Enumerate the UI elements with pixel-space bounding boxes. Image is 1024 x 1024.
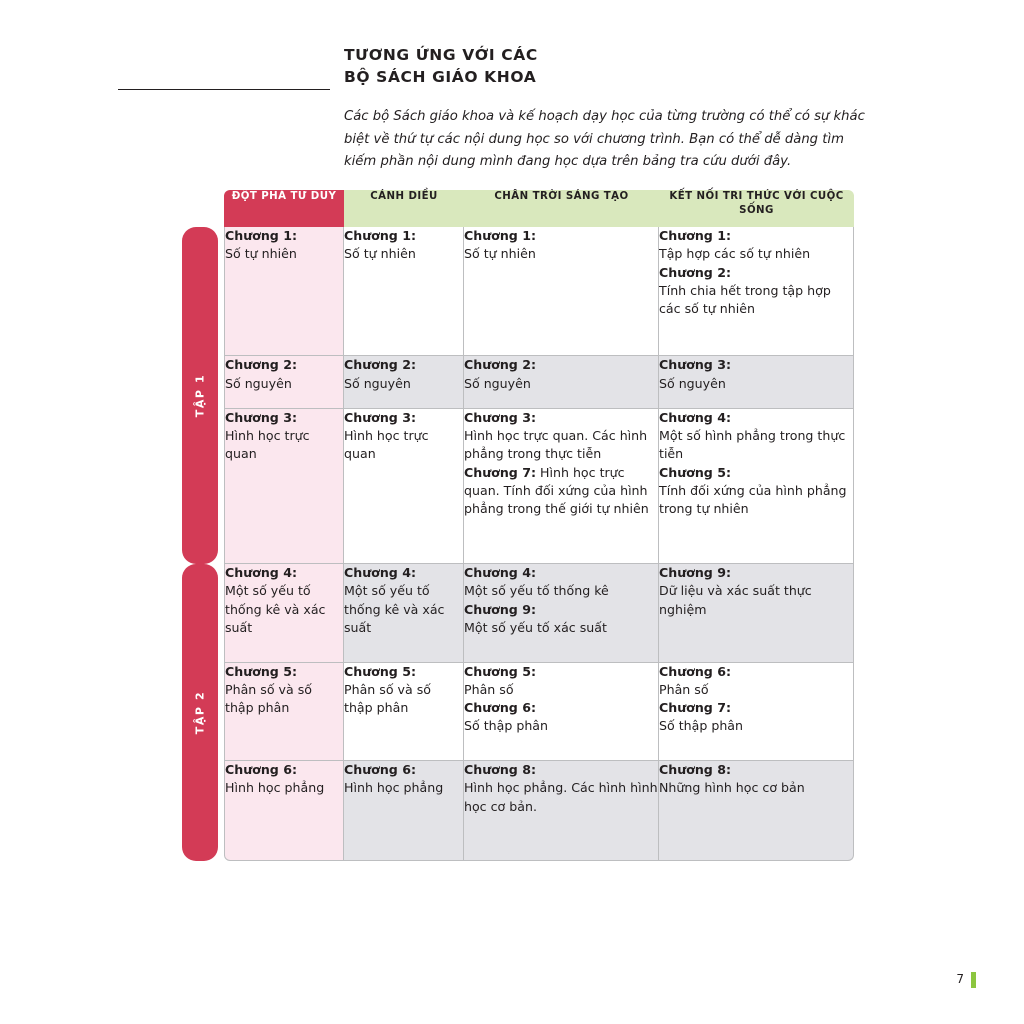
volume-spine-body: [182, 564, 218, 861]
cell-title: Chương 1:: [225, 228, 297, 243]
cell-ket-noi-r4: [659, 564, 854, 663]
table-row: [182, 409, 854, 564]
cell-text: Những hình học cơ bản: [659, 780, 805, 796]
column-header-line-1: ĐỘT PHÁ: [231, 191, 287, 202]
cell-title-2: Chương 6:: [464, 700, 536, 715]
cell-dot-pha-r4: [224, 564, 344, 663]
mapping-table: [182, 190, 854, 861]
cell-text-2: Tính đối xứng của hình phẳng trong tự nhiên: [659, 482, 847, 517]
footer-accent-bar: [971, 972, 976, 988]
column-header-chan-troi-sang-tao: [464, 190, 659, 227]
cell-title: Chương 4:: [464, 565, 536, 580]
cell-text: Số nguyên: [659, 375, 726, 391]
cell-chan-troi-r6: [464, 761, 659, 861]
cell-text: Hình học trực quan: [225, 428, 310, 462]
table: [182, 190, 854, 861]
cell-title: Chương 2:: [225, 357, 297, 373]
table-row: [182, 564, 854, 663]
cell-canh-dieu-r2: [344, 356, 464, 409]
column-header-canh-dieu: [344, 190, 464, 227]
volume-label: TẬP 1: [193, 373, 207, 418]
page-title-line-1: TƯƠNG ỨNG VỚI CÁC: [344, 46, 538, 64]
cell-title: Chương 4:: [659, 409, 731, 425]
column-header-line-2: CUỘC SỐNG: [739, 191, 844, 216]
cell-dot-pha-r6: [224, 761, 344, 861]
cell-title: Chương 6:: [225, 762, 297, 777]
cell-dot-pha-r5: [224, 663, 344, 762]
cell-dot-pha-r2: [224, 356, 344, 409]
cell-text-2: Số thập phân: [464, 718, 549, 734]
cell-text: Hình học phẳng: [225, 780, 325, 796]
cell-title: Chương 2:: [344, 357, 416, 373]
cell-ket-noi-r6: [659, 761, 854, 861]
cell-title: Chương 4:: [344, 565, 416, 580]
column-header-line-1: CÁNH DIỀU: [370, 191, 438, 202]
table-row: [182, 663, 854, 762]
cell-text: Hình học phẳng. Các hình hình học cơ bản.: [464, 780, 658, 814]
cell-text: Một số yếu tố thống kê và xác suất: [225, 583, 326, 635]
cell-canh-dieu-r1: [344, 227, 464, 356]
cell-chan-troi-r4: [464, 564, 659, 663]
cell-title: Chương 3:: [464, 409, 536, 425]
cell-text: Số nguyên: [464, 375, 531, 391]
table-header-row: [182, 190, 854, 227]
cell-chan-troi-r3: [464, 409, 659, 564]
cell-canh-dieu-r5: [344, 663, 464, 762]
cell-text: Phân số: [659, 681, 709, 697]
cell-title: Chương 9:: [659, 565, 731, 580]
cell-text: Một số yếu tố thống kê và xác suất: [344, 583, 445, 635]
intro-paragraph: Các bộ Sách giáo khoa và kế hoạch dạy học của từng trường có thể có sự khác biệt về thứ tự các nội dung học so với chương trình. Bạn có thể dễ dàng tìm kiếm phần nội dung mình đang học dựa trên bảng tra cứu dưới đây.: [344, 109, 865, 170]
cell-ket-noi-r5: [659, 663, 854, 762]
cell-title-2: Chương 7:: [464, 464, 536, 480]
page-title: [344, 44, 884, 89]
cell-chan-troi-r2: [464, 356, 659, 409]
cell-title-2: Chương 9:: [464, 601, 536, 617]
cell-ket-noi-r2: [659, 356, 854, 409]
cell-title-2: Chương 5:: [659, 464, 731, 480]
cell-dot-pha-r3: [224, 409, 344, 564]
cell-title: Chương 5:: [225, 663, 297, 679]
cell-canh-dieu-r3: [344, 409, 464, 564]
table-row: [182, 227, 854, 356]
table-row: [182, 761, 854, 861]
cell-text: Hình học trực quan. Các hình phẳng trong thực tiễn: [464, 428, 648, 462]
cell-text: Số tự nhiên: [344, 246, 416, 262]
cell-text: Số tự nhiên: [464, 246, 536, 262]
cell-text-2: Hình học trực quan. Tính đối xứng của hình phẳng trong thế giới tự nhiên: [464, 464, 649, 517]
cell-text: Số nguyên: [225, 375, 292, 391]
cell-title: Chương 8:: [464, 762, 536, 777]
cell-text: Một số yếu tố thống kê: [464, 583, 609, 599]
cell-title: Chương 3:: [344, 409, 416, 425]
cell-title: Chương 2:: [464, 357, 536, 373]
cell-ket-noi-r3: [659, 409, 854, 564]
cell-dot-pha-r1: [224, 227, 344, 356]
cell-title: Chương 1:: [464, 228, 536, 243]
cell-title: Chương 1:: [659, 228, 731, 243]
cell-title-2: Chương 2:: [659, 264, 731, 280]
column-header-line-1: KẾT NỐI TRI THỨC VỚI: [669, 191, 806, 202]
volume-label: TẬP 2: [193, 690, 207, 735]
column-header-ket-noi-tri-thuc: [659, 190, 854, 227]
cell-canh-dieu-r4: [344, 564, 464, 663]
table-row: [182, 356, 854, 409]
cell-text: Tập hợp các số tự nhiên: [659, 246, 811, 262]
header-rule: [118, 89, 330, 90]
column-header-dot-pha-tu-duy: [224, 190, 344, 227]
column-header-line-2: TƯ DUY: [290, 191, 337, 202]
cell-text: Phân số và số thập phân: [344, 681, 431, 715]
page-number: 7: [956, 972, 964, 986]
cell-title: Chương 3:: [659, 357, 731, 373]
cell-ket-noi-r1: [659, 227, 854, 356]
cell-text: Phân số: [464, 681, 514, 697]
cell-text: Dữ liệu và xác suất thực nghiệm: [659, 583, 812, 617]
volume-spine-body: [182, 227, 218, 564]
cell-text: Phân số và số thập phân: [225, 681, 312, 715]
cell-title: Chương 1:: [344, 228, 416, 243]
cell-title: Chương 8:: [659, 762, 731, 777]
cell-chan-troi-r5: [464, 663, 659, 762]
cell-title: Chương 6:: [659, 663, 731, 679]
cell-title: Chương 5:: [464, 663, 536, 679]
cell-text: Số tự nhiên: [225, 246, 297, 262]
cell-title-2: Chương 7:: [659, 700, 731, 715]
cell-text: Hình học phẳng: [344, 780, 444, 796]
cell-text-2: Một số yếu tố xác suất: [464, 619, 607, 635]
cell-title: Chương 4:: [225, 565, 297, 580]
cell-title: Chương 6:: [344, 762, 416, 777]
volume-spine-tap-1: [182, 227, 224, 564]
cell-title: Chương 5:: [344, 663, 416, 679]
cell-title: Chương 3:: [225, 409, 297, 425]
cell-text-2: Tính chia hết trong tập hợp các số tự nhiên: [659, 282, 831, 316]
spine-header-placeholder: [182, 190, 224, 227]
cell-text: Hình học trực quan: [344, 428, 429, 462]
cell-canh-dieu-r6: [344, 761, 464, 861]
cell-text: Một số hình phẳng trong thực tiễn: [659, 428, 846, 462]
cell-text: Số nguyên: [344, 375, 411, 391]
cell-chan-troi-r1: [464, 227, 659, 356]
volume-spine-tap-2: [182, 564, 224, 861]
cell-text-2: Số thập phân: [659, 718, 744, 734]
column-header-line-1: CHÂN TRỜI SÁNG TẠO: [494, 191, 629, 202]
page-title-line-2: BỘ SÁCH GIÁO KHOA: [344, 68, 537, 87]
